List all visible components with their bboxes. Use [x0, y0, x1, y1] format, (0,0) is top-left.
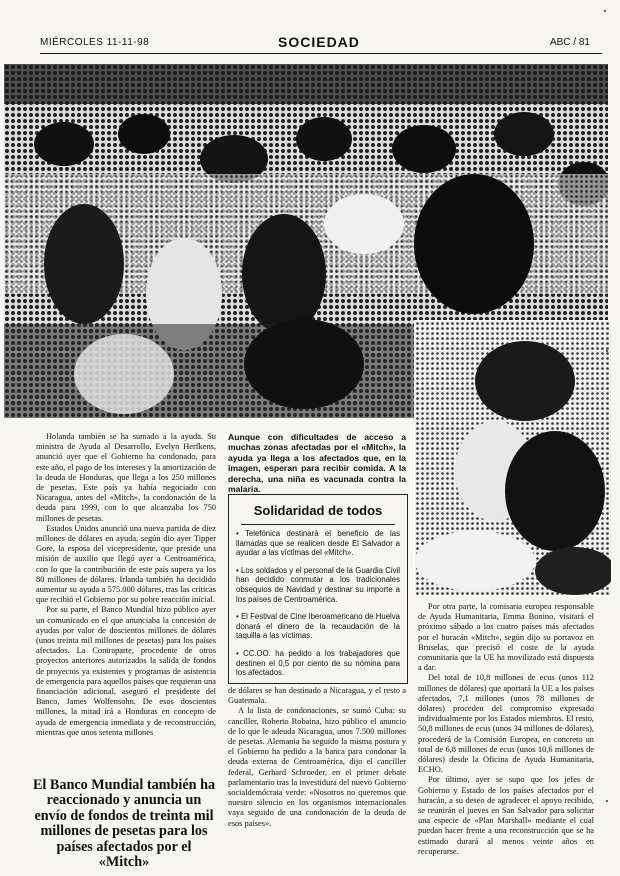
- page-date: MIÉRCOLES 11-11-98: [40, 37, 150, 48]
- section-title: SOCIEDAD: [278, 34, 360, 50]
- child-photo-icon: [414, 320, 612, 596]
- article-column-1: [36, 432, 216, 762]
- paragraph: Por último, ayer se supo que los jefes de Gobierno y Estado de los países afectados por el huracán, a su deseo de agradecer el apoyo recibido, se reunirán el jueves en San Salvador para solicitar una especie de «Plan Marshall» mediante el cual puedan hacer frente a una reconstrucción que se ha estimado durará al menos veinte años en recuperarse.: [418, 775, 594, 856]
- margin-mark: [606, 800, 608, 802]
- box-item: • Los soldados y el personal de la Guardia Civil han decidido conmutar a los tradicionales obsequios de Navidad y destinar su importe a los países de Centroamérica.: [236, 565, 400, 604]
- header-rule: [40, 53, 602, 54]
- article-column-3: [418, 602, 594, 860]
- page-header: [40, 34, 612, 52]
- paragraph: A la lista de condonaciones, se sumó Cuba: su canciller, Roberto Robaina, hizo público el anuncio de lo que le adeuda Nicaragua, unos 7.500 millones de pesetas. Alemania ha seguido la misma postura y el Gobierno ha pedido a la banca para condonar la deuda externa de Centroamérica, dijo el canciller federal, Gerhard Schroeder, en el primer debate parlamentario tras la investidura del nuevo Gobierno socialdemócrata verde: «Nosotros no queremos que nuestro silencio en los organismos internacionales vaya seguido de una condonación de la deuda de esos países».: [228, 706, 406, 828]
- box-rule: [241, 524, 395, 525]
- article-column-2: [228, 686, 406, 856]
- paragraph: Del total de 10,8 millones de ecus (unos 112 millones de dólares) que aportará la UE a los países afectados, 7,1 millones (unos 78 millones de dólares) proceden del compromiso expresado individualmente por los Estados miembros. El resto, 50,8 millones de ecus (unos 34 millones de dólares), procederá de la Comisión Europea, en concreto un total de 6,8 millones de ecus (unos 10,6 millones de dólares) desde la Oficina de Ayuda Humanitaria, ECHO.: [418, 673, 594, 775]
- box-item: • Telefónica destinará el beneficio de las llamadas que se realicen desde El Salvador a ayudar a las víctimas del «Mitch».: [236, 529, 400, 558]
- box-item: • El Festival de Cine Iberoamericano de Huelva donará el dinero de la recaudación de la taquilla a las víctimas.: [236, 612, 400, 641]
- photo-caption: Aunque con dificultades de acceso a muchas zonas afectadas por el «Mitch», la ayuda ya llega a los afectados que, en la imagen, esperan para recibir comida. A la derecha, una niña es vacunada contra la malaria.: [228, 432, 406, 495]
- paragraph: Estados Unidos anunció una nueva partida de diez millones de dólares en ayuda, según dio ayer Tipper Gore, la esposa del vicepresidente, que preside una misión de auxilio que llegó ayer a Centroamérica, con lo que la contribución de este país supera ya los 80 millones de dólares. Irlanda también ha decidido aumentar su ayuda a 575.000 dólares, tras las críticas que recibió el Gobierno por su pobre reacción inicial.: [36, 523, 216, 605]
- sidebar-box: [228, 494, 408, 684]
- box-item: • CC.OO. ha pedido a los trabajadores que destinen el 0,5 por ciento de su nómina para los afectados.: [236, 648, 400, 678]
- paragraph: de dólares se han destinado a Nicaragua, y el resto a Guatemala.: [228, 686, 406, 706]
- page-number: ABC / 81: [549, 37, 590, 48]
- paragraph: Por otra parte, la comisaria europea responsable de Ayuda Humanitaria, Emma Bonino, visitará el próximo sábado a los cuatro países más afectados por el huracán «Mitch», según dijo su portavoz en Bruselas, que precisó el coste de la ayuda comunitaria que la UE ha movilizado está dispuesta a dar.: [418, 602, 594, 673]
- margin-mark: [606, 200, 608, 202]
- box-title: Solidaridad de todos: [253, 503, 383, 518]
- paragraph: Por su parte, el Banco Mundial hizo público ayer un comunicado en el que anunciaba la concesión de ayudas por valor de doscientos millones de dólares (unos treinta mil millones de pesetas) para los países afectados. La Contraparte, procedente de otros proyectos anteriores autorizados la salida de fondos de proyectos ya existentes y programas de asistencia de emergencia para aquellos países que requieran una financiación adicional, aseguró el presidente del Banco, James Wolfensohn. De esos doscientos millones, la mitad irá a Honduras en concepto de ayuda de emergencia inmediata y de reconstrucción, mientras que unos setenta millones: [36, 605, 216, 737]
- secondary-headline: El Banco Mundial también ha reaccionado y anuncia un envío de fondos de treinta mil millones de pesetas para los países afectados por el «Mitch»: [32, 777, 216, 871]
- margin-mark: [604, 10, 606, 12]
- margin-mark: [606, 350, 608, 352]
- paragraph: Holanda también se ha sumado a la ayuda. Su ministra de Ayuda al Desarrollo, Evelyn Herfkens, anunció ayer que el Gobierno ha condonado, para este año, el pago de los intereses y la amortización de la deuda de Honduras, que llega a los 250 millones de pesetas. Este país ya había negociado con Nicaragua, antes del «Mitch», la condonación de la deuda para 1999, con lo que alcanzaba los 750 millones de pesetas.: [36, 432, 216, 523]
